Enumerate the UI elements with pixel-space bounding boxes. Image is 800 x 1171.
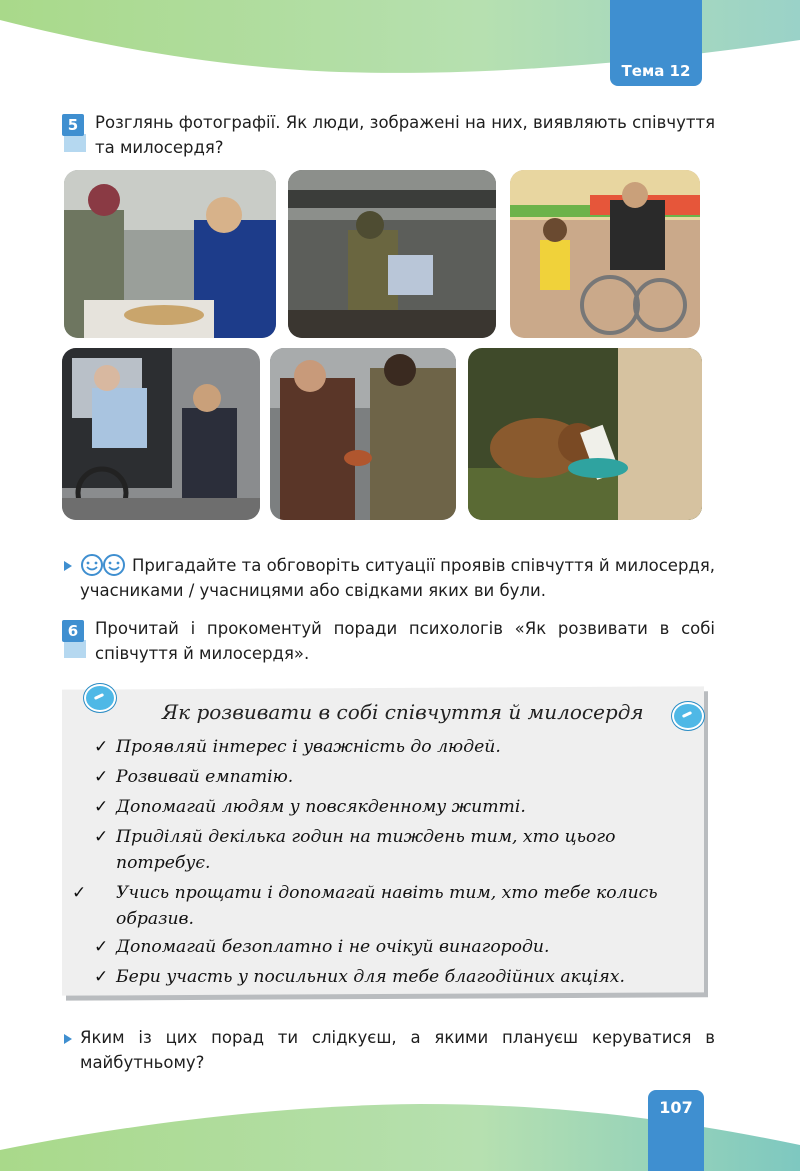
bullet-triangle-icon (64, 561, 72, 571)
task-number-shadow (64, 134, 86, 152)
task-5-text: Розглянь фотографії. Як люди, зображені на них, виявляють співчуття та милосердя? (95, 113, 715, 157)
task-6-text: Прочитай і прокоментуй поради психологів «Як розвивати в собі співчуття й милосердя». (95, 619, 715, 663)
check-icon: ✓ (94, 797, 109, 817)
task-number-shadow (64, 640, 86, 658)
advice-item-text: Розвивай емпатію. (116, 767, 294, 787)
advice-item (94, 794, 674, 820)
photo-dog-water (468, 348, 702, 520)
pin-icon (672, 702, 704, 730)
check-icon: ✓ (94, 737, 109, 757)
advice-item-text: Приділяй декілька годин на тиждень тим, хто цього потребує. (116, 827, 616, 873)
task-number-5: 5 (62, 114, 84, 136)
advice-item-text: Учись прощати і допомагай навіть тим, хто тебе колись образив. (116, 883, 658, 929)
check-icon: ✓ (72, 883, 87, 903)
pin-icon (84, 684, 116, 712)
check-icon: ✓ (94, 967, 109, 987)
photo-woman-car-wheelchair (62, 348, 260, 520)
photo-food-sharing (64, 170, 276, 338)
photo-soldier-baby (288, 170, 496, 338)
check-icon: ✓ (94, 827, 109, 847)
advice-item-text: Проявляй інтерес і уважність до людей. (116, 737, 501, 757)
advice-item-text: Бери участь у посильних для тебе благодійних акціях. (116, 967, 625, 987)
advice-item (72, 880, 676, 932)
advice-item (94, 824, 676, 876)
advice-title: Як розвивати в собі співчуття й милосердя (162, 700, 644, 724)
photo-girl-wheelchair (510, 170, 700, 338)
task-number-6: 6 (62, 620, 84, 642)
advice-item-text: Допомагай людям у повсякденному житті. (116, 797, 526, 817)
advice-item (94, 734, 674, 760)
discuss-text: Пригадайте та обговоріть ситуації проявів співчуття й милосердя, учасниками / учасницями або свідками яких ви були. (80, 556, 715, 600)
bullet-triangle-icon (64, 1034, 72, 1044)
question-text: Яким із цих порад ти слідкуєш, а якими плануєш керуватися в майбутньому? (80, 1028, 715, 1072)
photo-giving-food (270, 348, 456, 520)
topic-label: Тема 12 (621, 62, 691, 80)
check-icon: ✓ (94, 937, 109, 957)
check-icon: ✓ (94, 767, 109, 787)
advice-item (94, 934, 674, 960)
advice-item-text: Допомагай безоплатно і не очікуй винагороди. (116, 937, 550, 957)
advice-item (94, 764, 674, 790)
page-number: 107 (659, 1098, 693, 1117)
advice-item (94, 964, 674, 990)
